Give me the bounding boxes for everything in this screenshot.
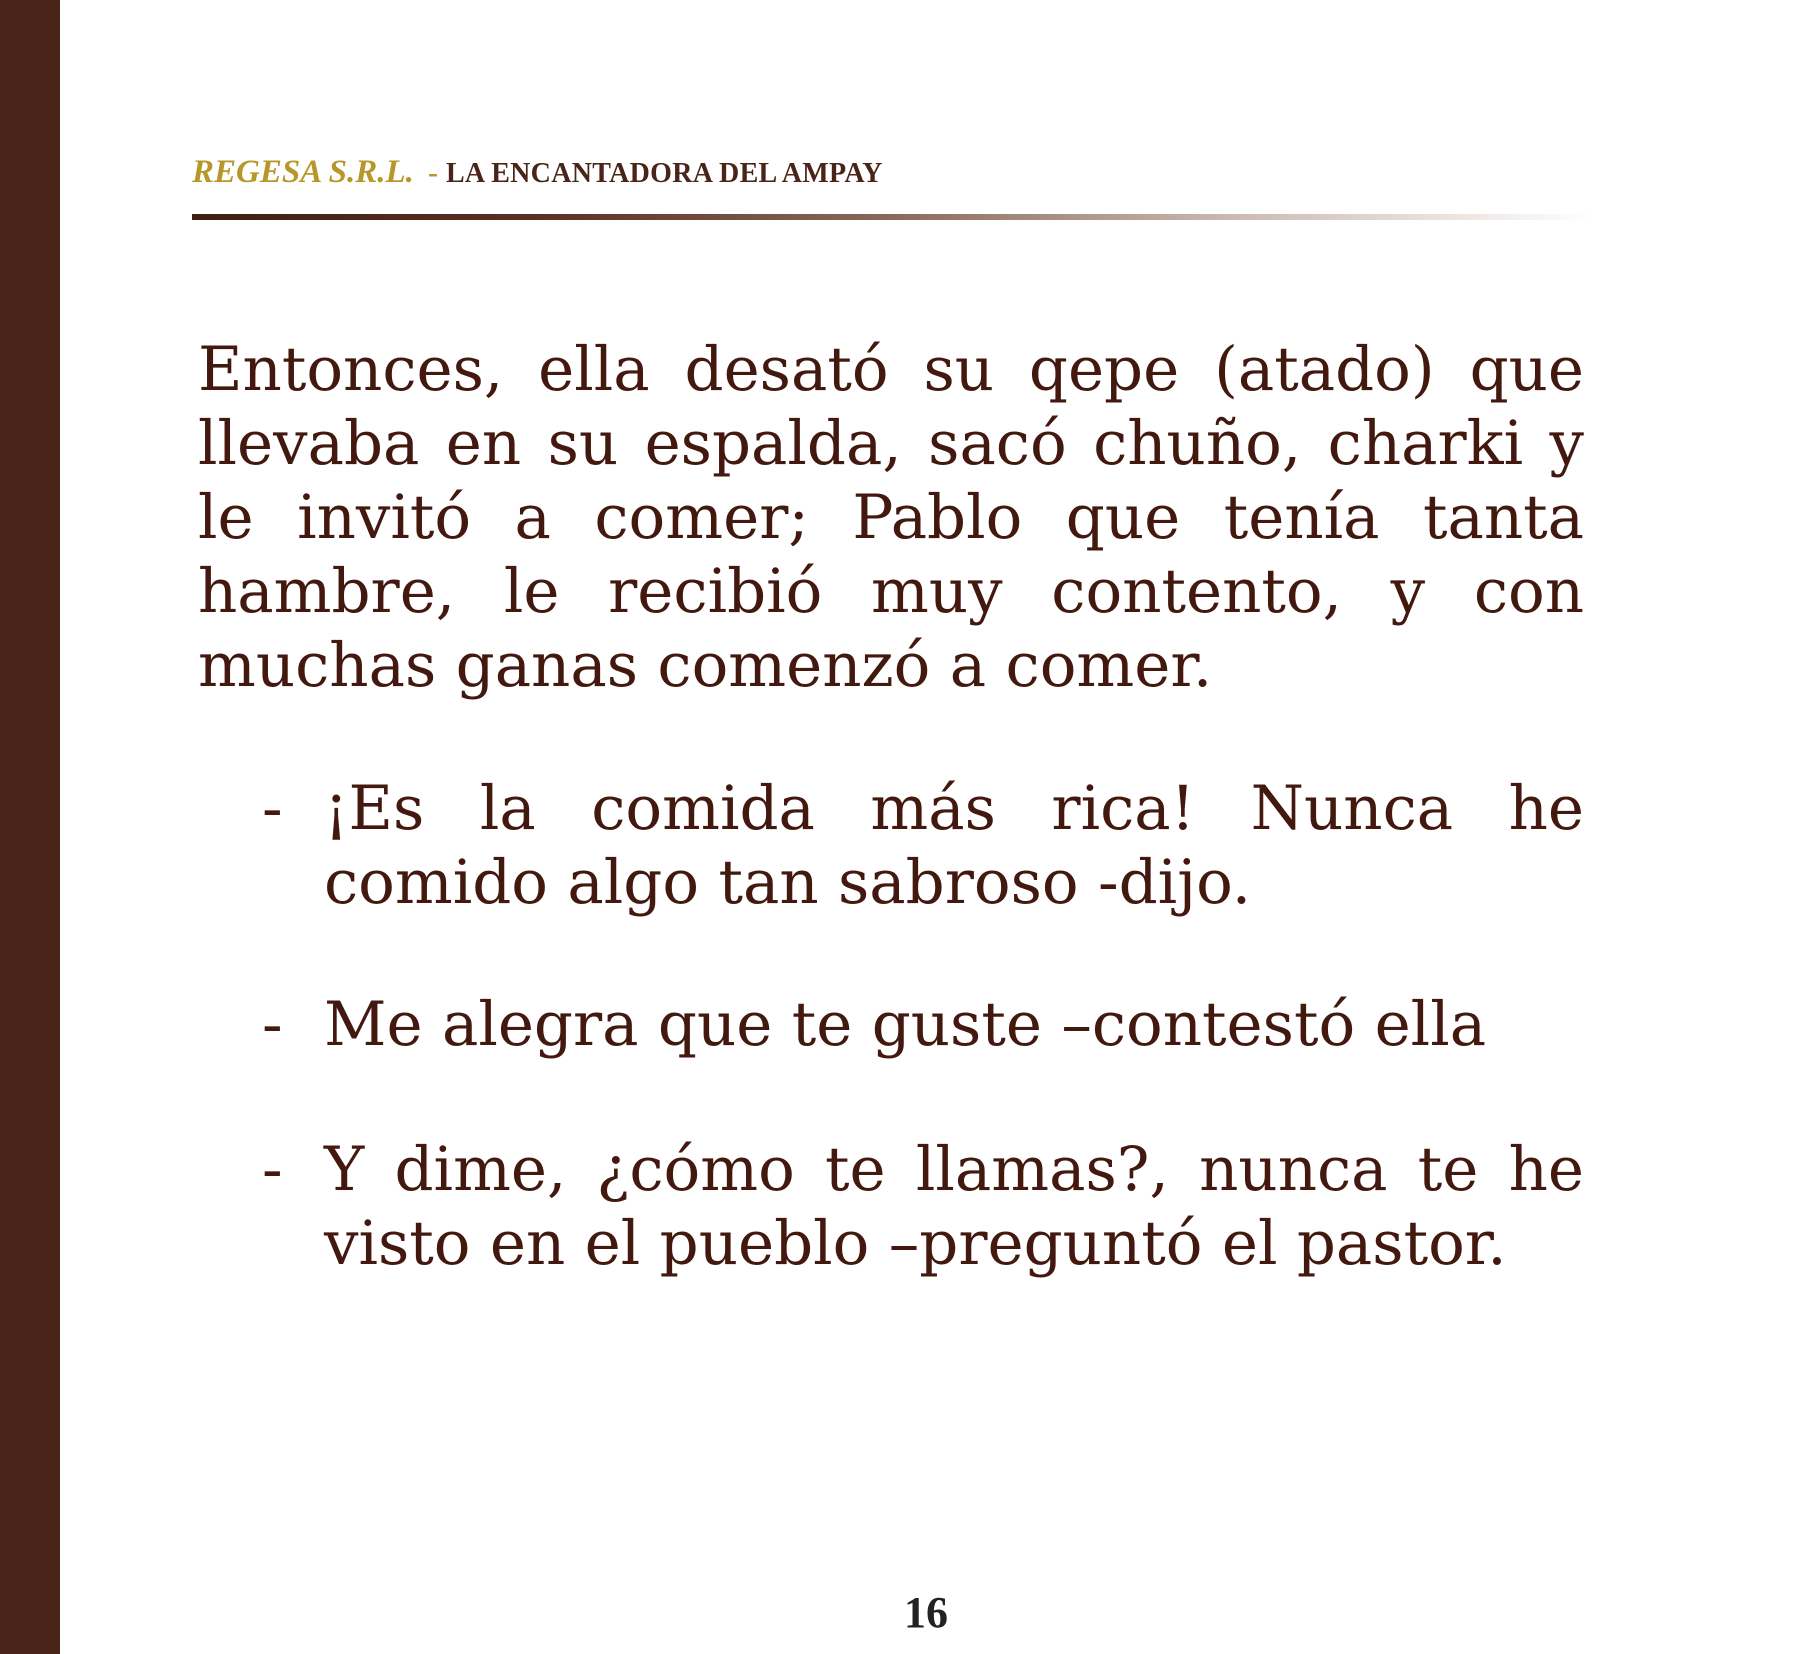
- page-side-bar: [0, 0, 60, 1654]
- dialogue-text: Y dime, ¿cómo te llamas?, nunca te he visto en el pueblo –preguntó el pastor.: [324, 1134, 1584, 1279]
- dialogue-line-3: [262, 1133, 1584, 1281]
- dialogue-text: Me alegra que te guste –contestó ella: [324, 989, 1487, 1060]
- dialogue-text: ¡Es la comida más rica! Nunca he comido algo tan sabroso -dijo.: [324, 773, 1584, 918]
- header-rule: [192, 214, 1592, 220]
- dialogue-dash: -: [262, 773, 283, 844]
- dialogue-dash: -: [262, 1134, 283, 1205]
- header-separator: -: [427, 156, 438, 189]
- dialogue-line-2: [262, 988, 1584, 1062]
- dialogue-line-1: [262, 772, 1584, 920]
- story-paragraph: Entonces, ella desató su qepe (atado) que llevaba en su espalda, sacó chuño, charki y le invitó a comer; Pablo que tenía tanta hambre, le recibió muy contento, y con muchas ganas comenzó a comer.: [198, 334, 1584, 701]
- book-title: LA ENCANTADORA DEL AMPAY: [445, 158, 883, 189]
- running-header: [192, 152, 883, 192]
- page-number: 16: [904, 1588, 948, 1637]
- publisher-name: REGESA S.R.L.: [192, 154, 414, 190]
- dialogue-dash: -: [262, 989, 283, 1060]
